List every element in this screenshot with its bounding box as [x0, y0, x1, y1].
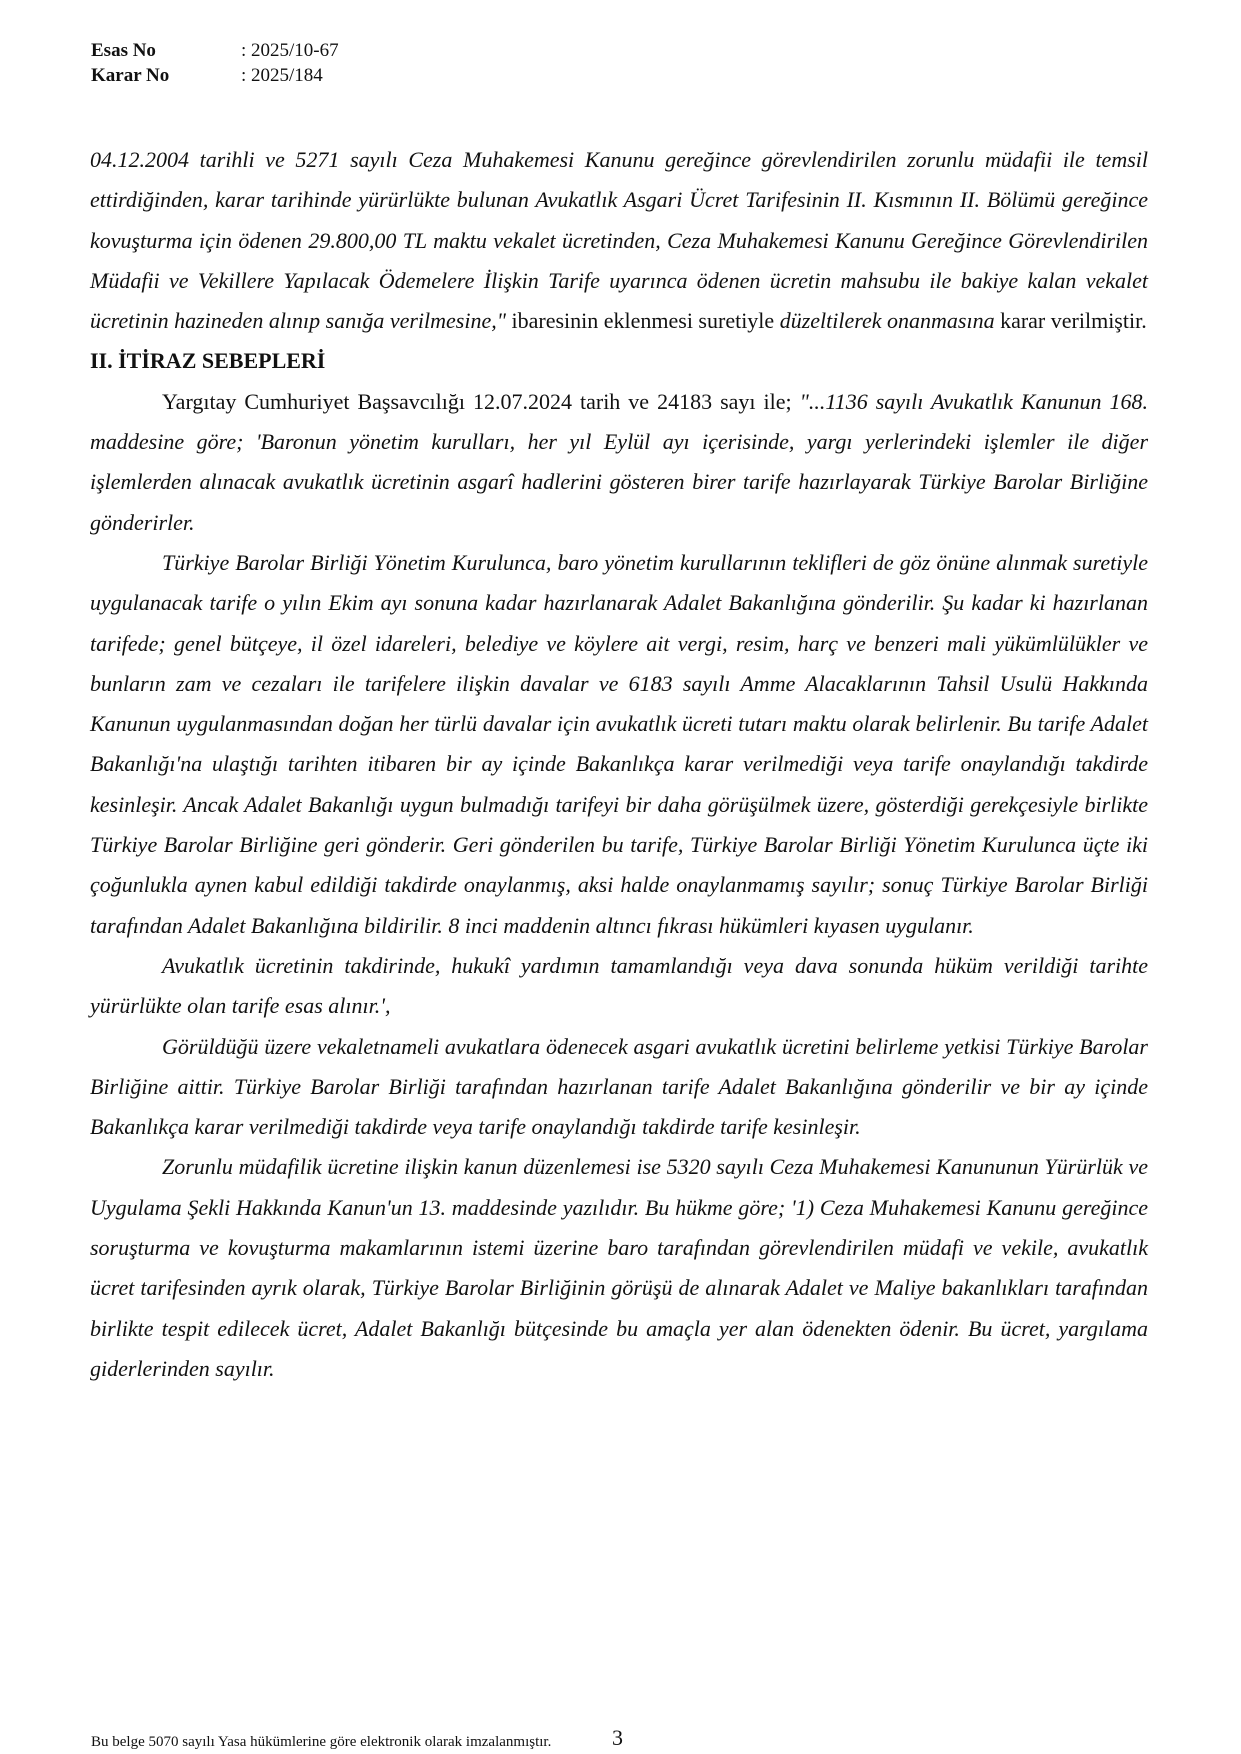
karar-row	[91, 63, 339, 88]
esas-value: : 2025/10-67	[241, 40, 339, 61]
paragraph-5: Görüldüğü üzere vekaletnameli avukatlara ödenecek asgari avukatlık ücretini belirleme yetkisi Türkiye Barolar Birliğine aittir. Türkiye Barolar Birliği tarafından hazırlanan tarife Adalet Bakanlığına gönderilir ve bir ay içinde Bakanlıkça karar verilmediği takdirde veya tarife onaylandığı takdirde tarife kesinleşir.	[90, 1033, 1148, 1140]
esas-row	[91, 38, 339, 63]
section-heading: II. İTİRAZ SEBEPLERİ	[90, 348, 326, 374]
karar-value: : 2025/184	[241, 65, 323, 86]
page-number: 3	[612, 1725, 623, 1750]
paragraph-2-quote: "...1136 sayılı Avukatlık Kanunun 168. maddesine göre; 'Baronun yönetim kurulları, her yıl Eylül ayı içerisinde, yargı yerlerindeki işlemler ile diğer işlemlerden alınacak avukatlık ücretinin asgarî hadlerini gösteren birer tarife hazırlayarak Türkiye Barolar Birliğine gönderirler.	[90, 388, 1148, 535]
document-body	[90, 140, 1148, 1389]
karar-label: Karar No	[91, 65, 170, 86]
paragraph-1-emphasis: düzeltilerek onanmasına	[779, 308, 995, 334]
signature-note: Bu belge 5070 sayılı Yasa hükümlerine göre elektronik olarak imzalanmıştır.	[91, 1734, 552, 1750]
paragraph-1-quote: 04.12.2004 tarihli ve 5271 sayılı Ceza Muhakemesi Kanunu gereğince görevlendirilen zorunlu müdafii ile temsil ettirdiğinden, karar tarihinde yürürlükte bulunan Avukatlık Asgari Ücret Tarifesinin II. Kısmının II. Bölümü gereğince kovuşturma için ödenen 29.800,00 TL maktu vekalet ücretinden, Ceza Muhakemesi Kanunu Gereğince Görevlendirilen Müdafii ve Vekillere Yapılacak Ödemelere İlişkin Tarife uyarınca ödenen ücretin mahsubu ile bakiye kalan vekalet ücretinin hazineden alınıp sanığa verilmesine,"	[90, 147, 1148, 334]
case-header	[91, 38, 339, 88]
paragraph-2-text: Yargıtay Cumhuriyet Başsavcılığı 12.07.2024 tarih ve 24183 sayı ile;	[162, 388, 800, 414]
paragraph-1	[90, 140, 1148, 341]
esas-label: Esas No	[91, 40, 156, 61]
paragraph-2	[90, 382, 1148, 543]
paragraph-1-text-c: karar verilmiştir.	[994, 308, 1147, 334]
paragraph-4: Avukatlık ücretinin takdirinde, hukukî yardımın tamamlandığı veya dava sonunda hüküm verildiği tarihte yürürlükte olan tarife esas alınır.',	[90, 952, 1148, 1019]
paragraph-3: Türkiye Barolar Birliği Yönetim Kurulunca, baro yönetim kurullarının teklifleri de göz önüne alınmak suretiyle uygulanacak tarife o yılın Ekim ayı sonuna kadar hazırlanarak Adalet Bakanlığına gönderilir. Şu kadar ki hazırlanan tarifede; genel bütçeye, il özel idareleri, belediye ve köylere ait vergi, resim, harç ve benzeri mali yükümlülükler ve bunların zam ve cezaları ile tarifelere ilişkin davalar ve 6183 sayılı Amme Alacaklarının Tahsil Usulü Hakkında Kanunun uygulanmasından doğan her türlü davalar için avukatlık ücreti tutarı maktu olarak belirlenir. Bu tarife Adalet Bakanlığı'na ulaştığı tarihten itibaren bir ay içinde Bakanlıkça karar verilmediği veya tarife onaylandığı takdirde kesinleşir. Ancak Adalet Bakanlığı uygun bulmadığı tarifeyi bir daha görüşülmek üzere, gösterdiği gerekçesiyle birlikte Türkiye Barolar Birliğine geri gönderir. Geri gönderilen bu tarife, Türkiye Barolar Birliği Yönetim Kurulunca üçte iki çoğunlukla aynen kabul edildiği takdirde onaylanmış, aksi halde onaylanmamış sayılır; sonuç Türkiye Barolar Birliği tarafından Adalet Bakanlığına bildirilir. 8 inci maddenin altıncı fıkrası hükümleri kıyasen uygulanır.	[90, 549, 1148, 938]
paragraph-1-text-a: ibaresinin eklenmesi suretiyle	[505, 308, 780, 334]
paragraph-6: Zorunlu müdafilik ücretine ilişkin kanun düzenlemesi ise 5320 sayılı Ceza Muhakemesi Kanununun Yürürlük ve Uygulama Şekli Hakkında Kanun'un 13. maddesinde yazılıdır. Bu hükme göre; '1) Ceza Muhakemesi Kanunu gereğince soruşturma ve kovuşturma makamlarının istemi üzerine baro tarafından görevlendirilen müdafi ve vekile, avukatlık ücret tarifesinden ayrık olarak, Türkiye Barolar Birliğinin görüşü de alınarak Adalet ve Maliye bakanlıkları tarafından birlikte tespit edilecek ücret, Adalet Bakanlığı bütçesinde bu amaçla yer alan ödenekten ödenir. Bu ücret, yargılama giderlerinden sayılır.	[90, 1154, 1148, 1381]
